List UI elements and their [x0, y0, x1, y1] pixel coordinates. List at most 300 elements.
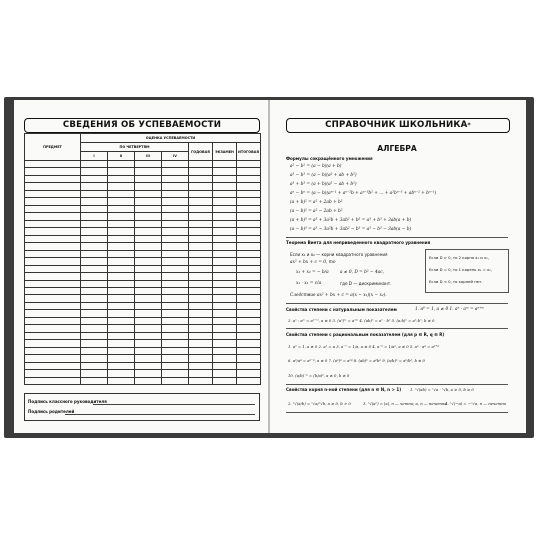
grade-cell[interactable]: [81, 325, 108, 332]
grade-cell[interactable]: [213, 287, 237, 294]
vieta-line: где D — дискриминант.: [340, 281, 392, 286]
grade-cell[interactable]: [162, 280, 189, 287]
subject-cell[interactable]: [25, 273, 81, 280]
grade-cell[interactable]: [135, 355, 162, 362]
grade-cell[interactable]: [108, 190, 135, 197]
formula-line: (a − b)³ = a³ − 3a²b + 3ab² − b³ = a³ − b³ − 3ab(a − b): [290, 227, 412, 232]
table-row: [25, 317, 261, 324]
grade-cell[interactable]: [213, 317, 237, 324]
grade-cell[interactable]: [162, 168, 189, 175]
root-line: 3. ⁿ√(aⁿ) = |a|, n — четно; a, n — нечетно: [363, 401, 447, 406]
grade-cell[interactable]: [162, 355, 189, 362]
grade-cell[interactable]: [189, 287, 213, 294]
grade-cell[interactable]: [81, 310, 108, 317]
table-row: [25, 168, 261, 175]
grade-cell[interactable]: [108, 243, 135, 250]
grade-cell[interactable]: [189, 228, 213, 235]
subject-cell[interactable]: [25, 325, 81, 332]
grade-cell[interactable]: [213, 161, 237, 168]
section-abridged-multiplication: Формулы сокращённого умножения: [286, 156, 373, 161]
subject-cell[interactable]: [25, 340, 81, 347]
grade-cell[interactable]: [213, 228, 237, 235]
grade-cell[interactable]: [237, 243, 261, 250]
grade-cell[interactable]: [162, 243, 189, 250]
subject-cell[interactable]: [25, 265, 81, 272]
grade-cell[interactable]: [162, 332, 189, 339]
grade-cell[interactable]: [213, 377, 237, 384]
grade-cell[interactable]: [189, 205, 213, 212]
signature-parents-label: Подпись родителей: [28, 409, 75, 414]
grade-cell[interactable]: [162, 310, 189, 317]
grade-cell[interactable]: [81, 287, 108, 294]
subject-cell[interactable]: [25, 250, 81, 257]
formula-line: (a − b)² = a² − 2ab + b²: [290, 209, 343, 214]
subject-cell[interactable]: [25, 347, 81, 354]
grade-cell[interactable]: [81, 377, 108, 384]
grade-cell[interactable]: [189, 273, 213, 280]
grade-cell[interactable]: [189, 213, 213, 220]
grade-cell[interactable]: [135, 220, 162, 227]
grade-cell[interactable]: [213, 370, 237, 377]
grade-cell[interactable]: [237, 355, 261, 362]
table-row: [25, 243, 261, 250]
grade-cell[interactable]: [108, 258, 135, 265]
grade-cell[interactable]: [162, 250, 189, 257]
grade-cell[interactable]: [162, 325, 189, 332]
grade-cell[interactable]: [237, 175, 261, 182]
formula-line: a³ + b³ = (a + b)(a² − ab + b²): [290, 182, 357, 187]
table-row: [25, 220, 261, 227]
table-row: [25, 302, 261, 309]
grade-cell[interactable]: [162, 175, 189, 182]
grade-cell[interactable]: [189, 280, 213, 287]
subject-cell[interactable]: [25, 332, 81, 339]
grade-cell[interactable]: [81, 362, 108, 369]
rational-line: 6. aᵖ/aᵍ = aᵖ⁻ᵍ, a ≠ 0 7. (aᵖ)ᵍ = aᵖᵍ 8. (ab)ᵖ = aᵖbᵖ 9. (a/b)ᵖ = aᵖ/bᵖ, b ≠ 0: [288, 358, 425, 363]
grade-cell[interactable]: [81, 317, 108, 324]
grade-cell[interactable]: [162, 347, 189, 354]
subject-cell[interactable]: [25, 213, 81, 220]
grade-cell[interactable]: [237, 205, 261, 212]
grade-cell[interactable]: [81, 340, 108, 347]
grade-cell[interactable]: [162, 362, 189, 369]
grade-cell[interactable]: [213, 205, 237, 212]
vieta-line: Если x₁ и x₂ — корни квадратного уравнения: [290, 252, 388, 257]
grade-cell[interactable]: [81, 220, 108, 227]
divider: [286, 412, 508, 413]
subject-cell[interactable]: [25, 280, 81, 287]
grade-cell[interactable]: [213, 258, 237, 265]
grade-cell[interactable]: [162, 213, 189, 220]
grade-cell[interactable]: [135, 228, 162, 235]
grade-cell[interactable]: [81, 332, 108, 339]
header-quarter-3: III: [135, 152, 162, 161]
grade-cell[interactable]: [237, 362, 261, 369]
grade-cell[interactable]: [162, 228, 189, 235]
header-final: ИТОГОВАЯ: [237, 143, 261, 161]
grade-cell[interactable]: [213, 168, 237, 175]
grade-cell[interactable]: [189, 198, 213, 205]
section-natural-exponent: Свойства степени с натуральным показателем: [286, 307, 397, 312]
grade-cell[interactable]: [189, 317, 213, 324]
table-row: [25, 183, 261, 190]
grade-cell[interactable]: [135, 265, 162, 272]
grade-cell[interactable]: [135, 377, 162, 384]
table-row: [25, 362, 261, 369]
table-row: [25, 175, 261, 182]
grade-cell[interactable]: [213, 362, 237, 369]
grade-cell[interactable]: [189, 183, 213, 190]
rational-line: 10. (a/b)⁻ᵖ = (b/a)ᵖ, a ≠ 0, b ≠ 0: [288, 373, 350, 378]
discriminant-case: Если D < 0, то корней нет.: [429, 279, 483, 284]
root-line: 1. ⁿ√(ab) = ⁿ√a · ⁿ√b, a ≥ 0, b ≥ 0: [410, 387, 474, 392]
subject-cell[interactable]: [25, 362, 81, 369]
grade-cell[interactable]: [162, 302, 189, 309]
grade-cell[interactable]: [213, 243, 237, 250]
grade-cell[interactable]: [237, 310, 261, 317]
grade-cell[interactable]: [189, 340, 213, 347]
subject-cell[interactable]: [25, 317, 81, 324]
grade-cell[interactable]: [162, 161, 189, 168]
signature-teacher-line[interactable]: [93, 404, 255, 405]
formula-line: a³ − b³ = (a − b)(a² + ab + b²): [290, 173, 357, 178]
grade-cell[interactable]: [213, 347, 237, 354]
grade-cell[interactable]: [237, 183, 261, 190]
root-line: 4. ⁿ√(−a) = −ⁿ√a, n — нечетно: [445, 401, 507, 406]
grade-cell[interactable]: [237, 302, 261, 309]
formula-line: a² − b² = (a − b)(a + b): [290, 164, 342, 169]
subject-cell[interactable]: [25, 295, 81, 302]
grade-cell[interactable]: [135, 258, 162, 265]
grade-cell[interactable]: [162, 220, 189, 227]
grade-cell[interactable]: [135, 273, 162, 280]
subject-cell[interactable]: [25, 168, 81, 175]
grade-cell[interactable]: [135, 362, 162, 369]
grade-cell[interactable]: [162, 317, 189, 324]
grade-cell[interactable]: [81, 265, 108, 272]
grade-cell[interactable]: [81, 273, 108, 280]
grade-cell[interactable]: [135, 235, 162, 242]
grade-cell[interactable]: [237, 235, 261, 242]
grade-cell[interactable]: [237, 325, 261, 332]
grade-cell[interactable]: [162, 235, 189, 242]
grade-cell[interactable]: [189, 243, 213, 250]
divider: [286, 384, 508, 385]
grade-cell[interactable]: [213, 280, 237, 287]
grade-cell[interactable]: [189, 258, 213, 265]
table-row: [25, 287, 261, 294]
table-row: [25, 235, 261, 242]
grade-cell[interactable]: [81, 243, 108, 250]
grade-cell[interactable]: [189, 168, 213, 175]
subject-cell[interactable]: [25, 287, 81, 294]
grade-cell[interactable]: [81, 168, 108, 175]
grade-cell[interactable]: [189, 370, 213, 377]
grade-cell[interactable]: [108, 273, 135, 280]
grade-cell[interactable]: [237, 213, 261, 220]
grade-cell[interactable]: [237, 228, 261, 235]
grades-table-body: [25, 161, 261, 385]
grade-cell[interactable]: [237, 258, 261, 265]
subject-cell[interactable]: [25, 235, 81, 242]
grade-cell[interactable]: [237, 280, 261, 287]
grade-cell[interactable]: [135, 302, 162, 309]
section-nth-root: Свойства корня n-ной степени (для n ∈ N, n > 1): [286, 387, 402, 392]
grade-cell[interactable]: [189, 325, 213, 332]
table-row: [25, 213, 261, 220]
grade-cell[interactable]: [135, 183, 162, 190]
grade-cell[interactable]: [213, 265, 237, 272]
grade-cell[interactable]: [135, 280, 162, 287]
grade-cell[interactable]: [81, 198, 108, 205]
grade-cell[interactable]: [237, 265, 261, 272]
grade-cell[interactable]: [213, 235, 237, 242]
grade-cell[interactable]: [81, 355, 108, 362]
formula-line: aⁿ − bⁿ = (a − b)(aⁿ⁻¹ + aⁿ⁻²b + aⁿ⁻³b² + ... + a²bⁿ⁻³ + abⁿ⁻² + bⁿ⁻¹): [290, 191, 437, 196]
grade-cell[interactable]: [189, 161, 213, 168]
grade-cell[interactable]: [81, 161, 108, 168]
section-rational-exponent: Свойства степени с рациональным показателем (для p ∈ R, q ∈ R): [286, 332, 445, 337]
grade-cell[interactable]: [213, 295, 237, 302]
divider: [286, 303, 508, 304]
grade-cell[interactable]: [237, 220, 261, 227]
subject-cell[interactable]: [25, 258, 81, 265]
grade-cell[interactable]: [162, 287, 189, 294]
table-row: [25, 280, 261, 287]
subject-cell[interactable]: [25, 161, 81, 168]
grade-cell[interactable]: [135, 213, 162, 220]
grade-cell[interactable]: [237, 287, 261, 294]
grade-cell[interactable]: [213, 250, 237, 257]
grade-cell[interactable]: [81, 190, 108, 197]
subject-cell[interactable]: [25, 175, 81, 182]
grade-cell[interactable]: [108, 265, 135, 272]
grade-cell[interactable]: [135, 190, 162, 197]
grade-cell[interactable]: [108, 175, 135, 182]
grade-cell[interactable]: [135, 310, 162, 317]
grade-cell[interactable]: [108, 325, 135, 332]
table-row: [25, 161, 261, 168]
grade-cell[interactable]: [213, 198, 237, 205]
grade-cell[interactable]: [135, 340, 162, 347]
grade-cell[interactable]: [213, 220, 237, 227]
grade-cell[interactable]: [162, 340, 189, 347]
grade-cell[interactable]: [81, 302, 108, 309]
grade-cell[interactable]: [135, 198, 162, 205]
grade-cell[interactable]: [108, 198, 135, 205]
grade-cell[interactable]: [189, 190, 213, 197]
subject-cell[interactable]: [25, 302, 81, 309]
grade-cell[interactable]: [189, 220, 213, 227]
grade-cell[interactable]: [108, 310, 135, 317]
grade-cell[interactable]: [189, 347, 213, 354]
grade-cell[interactable]: [237, 377, 261, 384]
grade-cell[interactable]: [81, 370, 108, 377]
grade-cell[interactable]: [81, 295, 108, 302]
grade-cell[interactable]: [189, 332, 213, 339]
grade-cell[interactable]: [108, 370, 135, 377]
grade-cell[interactable]: [135, 287, 162, 294]
grade-cell[interactable]: [189, 235, 213, 242]
grade-cell[interactable]: [108, 347, 135, 354]
grade-cell[interactable]: [189, 175, 213, 182]
grade-cell[interactable]: [108, 220, 135, 227]
signature-parents-line[interactable]: [65, 414, 255, 415]
grade-cell[interactable]: [81, 250, 108, 257]
grade-cell[interactable]: [135, 168, 162, 175]
grade-cell[interactable]: [81, 280, 108, 287]
grade-cell[interactable]: [162, 265, 189, 272]
subject-cell[interactable]: [25, 243, 81, 250]
grade-cell[interactable]: [108, 332, 135, 339]
grade-cell[interactable]: [108, 280, 135, 287]
header-quarter-1: I: [81, 152, 108, 161]
grade-cell[interactable]: [108, 205, 135, 212]
grade-cell[interactable]: [237, 347, 261, 354]
right-page-title-text: СПРАВОЧНИК ШКОЛЬНИКА: [325, 120, 468, 130]
grade-cell[interactable]: [81, 235, 108, 242]
grade-cell[interactable]: [108, 213, 135, 220]
grade-cell[interactable]: [108, 377, 135, 384]
grade-cell[interactable]: [81, 183, 108, 190]
grade-cell[interactable]: [237, 168, 261, 175]
grade-cell[interactable]: [108, 355, 135, 362]
grade-cell[interactable]: [237, 370, 261, 377]
grade-cell[interactable]: [162, 190, 189, 197]
left-page: [14, 100, 269, 433]
grade-cell[interactable]: [213, 302, 237, 309]
grade-cell[interactable]: [213, 332, 237, 339]
subject-cell[interactable]: [25, 205, 81, 212]
subject-cell[interactable]: [25, 370, 81, 377]
grade-cell[interactable]: [135, 295, 162, 302]
grade-cell[interactable]: [108, 287, 135, 294]
discriminant-box: [425, 249, 509, 293]
grade-cell[interactable]: [213, 310, 237, 317]
grade-cell[interactable]: [108, 228, 135, 235]
grade-cell[interactable]: [162, 183, 189, 190]
grade-cell[interactable]: [189, 377, 213, 384]
grade-cell[interactable]: [162, 273, 189, 280]
grade-cell[interactable]: [237, 273, 261, 280]
grade-cell[interactable]: [213, 273, 237, 280]
grade-cell[interactable]: [81, 347, 108, 354]
grade-cell[interactable]: [162, 198, 189, 205]
grade-cell[interactable]: [108, 183, 135, 190]
grade-cell[interactable]: [162, 377, 189, 384]
grade-cell[interactable]: [135, 205, 162, 212]
grade-cell[interactable]: [135, 325, 162, 332]
grade-cell[interactable]: [108, 235, 135, 242]
exponent-line: 2. aⁿ : aᵐ = aⁿ⁻ᵐ, a ≠ 0 3. (aⁿ)ᵐ = aⁿᵐ 4. (ab)ⁿ = aⁿ · bⁿ 5. (a:b)ⁿ = aⁿ:bⁿ, b ≠ 0: [288, 318, 435, 323]
grade-cell[interactable]: [135, 243, 162, 250]
table-row: [25, 228, 261, 235]
grade-cell[interactable]: [108, 168, 135, 175]
signature-box: [24, 393, 260, 421]
grade-cell[interactable]: [135, 332, 162, 339]
grade-cell[interactable]: [237, 198, 261, 205]
grade-cell[interactable]: [213, 190, 237, 197]
table-row: [25, 273, 261, 280]
grade-cell[interactable]: [189, 250, 213, 257]
table-row: [25, 370, 261, 377]
grade-cell[interactable]: [213, 355, 237, 362]
grade-cell[interactable]: [189, 362, 213, 369]
grade-cell[interactable]: [237, 190, 261, 197]
exponent-line: 1. a⁰ = 1, a ≠ 0 1. aⁿ · aᵐ = aⁿ⁺ᵐ: [415, 307, 485, 312]
grade-cell[interactable]: [189, 302, 213, 309]
section-vieta-theorem: Теорема Виета для неприведенного квадратного уравнения: [286, 240, 431, 245]
subject-cell[interactable]: [25, 310, 81, 317]
grade-cell[interactable]: [237, 340, 261, 347]
subject-cell[interactable]: [25, 228, 81, 235]
subject-cell[interactable]: [25, 355, 81, 362]
grade-cell[interactable]: [162, 205, 189, 212]
grade-cell[interactable]: [162, 258, 189, 265]
grade-cell[interactable]: [237, 161, 261, 168]
grade-cell[interactable]: [213, 340, 237, 347]
grade-cell[interactable]: [213, 183, 237, 190]
grade-cell[interactable]: [135, 347, 162, 354]
grade-cell[interactable]: [213, 213, 237, 220]
grade-cell[interactable]: [135, 175, 162, 182]
grade-cell[interactable]: [81, 205, 108, 212]
table-row: [25, 205, 261, 212]
grade-cell[interactable]: [81, 258, 108, 265]
table-row: [25, 355, 261, 362]
subject-cell[interactable]: [25, 190, 81, 197]
table-row: [25, 332, 261, 339]
grade-cell[interactable]: [108, 161, 135, 168]
grade-cell[interactable]: [135, 250, 162, 257]
grade-cell[interactable]: [108, 340, 135, 347]
vieta-corollary: Следствие ax² + bx + c = a(x − x₁)(x − x₂).: [290, 293, 387, 298]
table-row: [25, 258, 261, 265]
grade-cell[interactable]: [135, 317, 162, 324]
grade-cell[interactable]: [237, 317, 261, 324]
grade-cell[interactable]: [189, 295, 213, 302]
table-row: [25, 265, 261, 272]
grade-cell[interactable]: [135, 370, 162, 377]
grade-cell[interactable]: [237, 332, 261, 339]
subject-cell[interactable]: [25, 198, 81, 205]
grade-cell[interactable]: [162, 295, 189, 302]
algebra-subtitle: АЛГЕБРА: [377, 144, 417, 153]
grade-cell[interactable]: [213, 175, 237, 182]
grade-cell[interactable]: [237, 295, 261, 302]
grade-cell[interactable]: [108, 302, 135, 309]
grade-cell[interactable]: [81, 228, 108, 235]
table-row: [25, 190, 261, 197]
subject-cell[interactable]: [25, 220, 81, 227]
grade-cell[interactable]: [135, 161, 162, 168]
grade-cell[interactable]: [189, 355, 213, 362]
grade-cell[interactable]: [189, 310, 213, 317]
subject-cell[interactable]: [25, 377, 81, 384]
grade-cell[interactable]: [108, 250, 135, 257]
grade-cell[interactable]: [162, 370, 189, 377]
grade-cell[interactable]: [81, 213, 108, 220]
grade-cell[interactable]: [189, 265, 213, 272]
grade-cell[interactable]: [108, 295, 135, 302]
grade-cell[interactable]: [108, 317, 135, 324]
subject-cell[interactable]: [25, 183, 81, 190]
grade-cell[interactable]: [81, 175, 108, 182]
grade-cell[interactable]: [108, 362, 135, 369]
header-exam: ЭКЗАМЕН: [213, 143, 237, 161]
grade-cell[interactable]: [237, 250, 261, 257]
grade-cell[interactable]: [213, 325, 237, 332]
